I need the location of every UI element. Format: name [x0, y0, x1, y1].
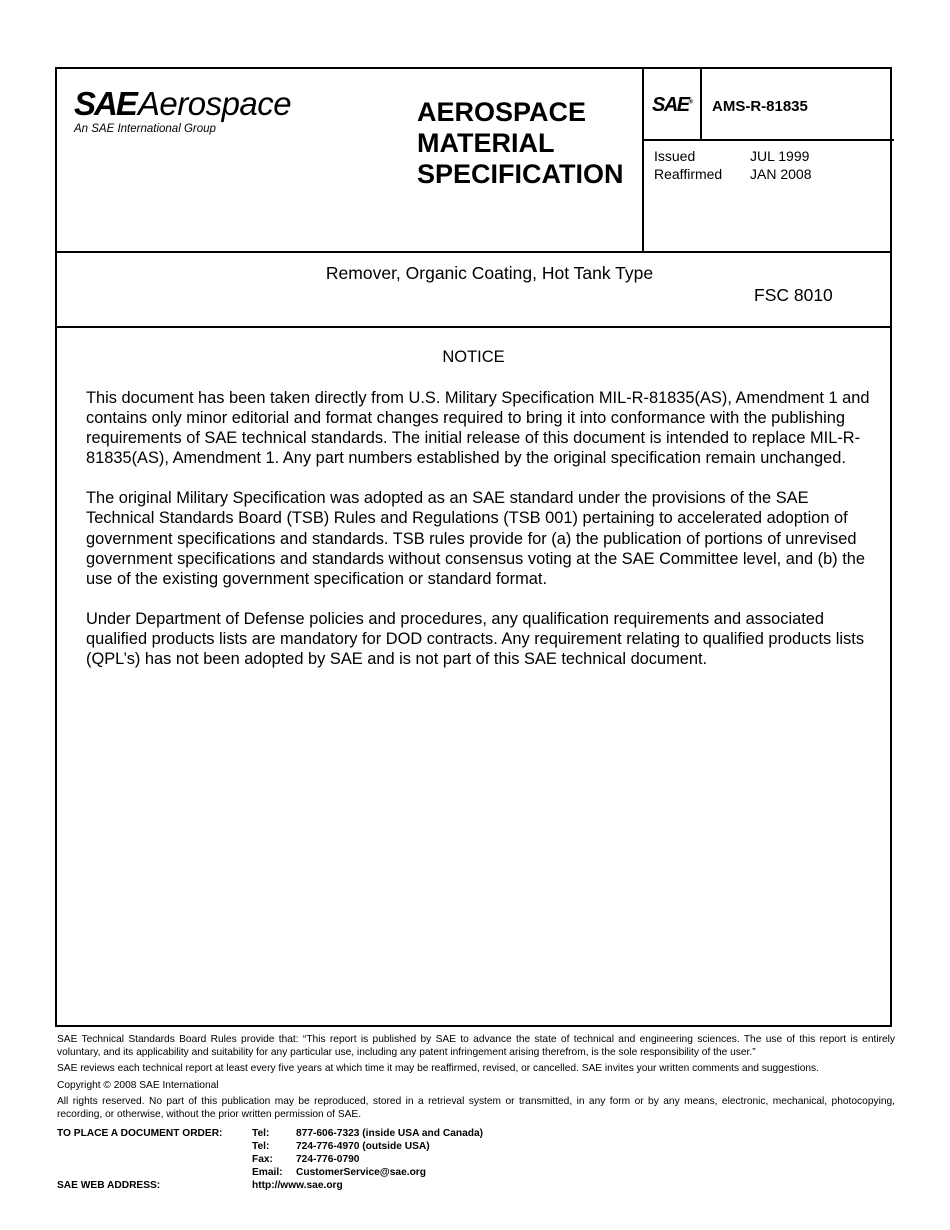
footer-paragraph: All rights reserved. No part of this publication may be reproduced, stored in a retrieval system or transmitted, in any form or by any means, electronic, mechanical, photocopying, recording, or otherwise, without the prior written permission of SAE. [57, 1096, 895, 1120]
email-link[interactable]: CustomerService@sae.org [296, 1167, 426, 1178]
web-address-label: SAE WEB ADDRESS: [57, 1180, 161, 1191]
contact-line [252, 1127, 483, 1140]
doc-info-box [642, 69, 894, 251]
contact-type: Email: [252, 1167, 283, 1178]
contact-value: 724-776-0790 [296, 1154, 360, 1165]
notice-paragraph: The original Military Specification was adopted as an SAE standard under the provisions of the SAE Technical Standards Board (TSB) Rules and Regulations (TSB 001) pertaining to accelerated adoption of government specifications and standards. TSB rules provide for (a) the publication of portions of unrevised government specifications and standards without consensus voting at the SAE Committee level, and (b) the use of the existing government specification or standard format. [86, 489, 865, 588]
footer-paragraph: SAE reviews each technical report at least every five years at which time it may be reaffirmed, revised, or cancelled. SAE invites your written comments and suggestions. [57, 1063, 819, 1074]
footer-paragraph: SAE Technical Standards Board Rules provide that: “This report is published by SAE to advance the state of technical and engineering sciences. The use of this report is entirely voluntary, and its applicability and suitability for any particular use, including any patent infringement arising therefrom, is the sole responsibility of the user.” [57, 1034, 895, 1058]
logo-wordmark: Aerospace [137, 85, 292, 122]
notice-paragraph: Under Department of Defense policies and procedures, any qualification requirements and associated qualified products lists are mandatory for DOD contracts. Any requirement relating to qualified products lists (QPL’s) has not been adopted by SAE and is not part of this SAE technical document. [86, 609, 865, 669]
date-label: Reaffirmed [654, 166, 723, 182]
date-value: JUL 1999 [750, 148, 810, 164]
footer-paragraph: Copyright © 2008 SAE International [57, 1079, 219, 1091]
contact-type: Tel: [252, 1141, 270, 1152]
fsc-code: FSC 8010 [754, 285, 833, 305]
subject-row [57, 251, 890, 328]
title-line: SPECIFICATION [417, 159, 624, 189]
document-subject: Remover, Organic Coating, Hot Tank Type [325, 263, 654, 283]
contact-value: 877-606-7323 (inside USA and Canada) [296, 1128, 484, 1139]
issued-row [654, 147, 811, 165]
title-line: AEROSPACE [417, 97, 587, 127]
logo-mark: SAE [74, 85, 136, 122]
order-label: TO PLACE A DOCUMENT ORDER: [57, 1128, 223, 1139]
spec-frame [55, 67, 892, 1027]
contact-type: Tel: [252, 1128, 270, 1139]
contact-line [252, 1140, 483, 1153]
document-number: AMS-R-81835 [712, 98, 808, 115]
sae-aerospace-logo [74, 87, 334, 147]
issue-dates [654, 147, 811, 183]
date-value: JAN 2008 [750, 166, 812, 182]
title-line: MATERIAL [417, 128, 555, 158]
header [57, 69, 890, 253]
contact-line [252, 1166, 483, 1179]
spec-type-title [417, 97, 624, 190]
sae-logo-small: SAE® [652, 94, 694, 116]
notice-paragraph: This document has been taken directly from U.S. Military Specification MIL-R-81835(AS), Amendment 1 and contains only minor editorial and format changes required to bring it into conformance with the publishing requirements of SAE technical standards. The initial release of this document is intended to replace MIL-R-81835(AS), Amendment 1. Any part numbers established by the original specification remain unchanged. [86, 389, 870, 468]
reaffirmed-row [654, 165, 811, 183]
contact-value: 724-776-4970 (outside USA) [296, 1141, 430, 1152]
footer [57, 1034, 895, 1191]
contact-type: Fax: [252, 1154, 273, 1165]
logo-subtitle: An SAE International Group [74, 123, 216, 135]
contact-line [252, 1153, 483, 1166]
web-address-link[interactable]: http://www.sae.org [252, 1180, 343, 1191]
notice-heading: NOTICE [442, 348, 505, 366]
date-label: Issued [654, 148, 696, 164]
